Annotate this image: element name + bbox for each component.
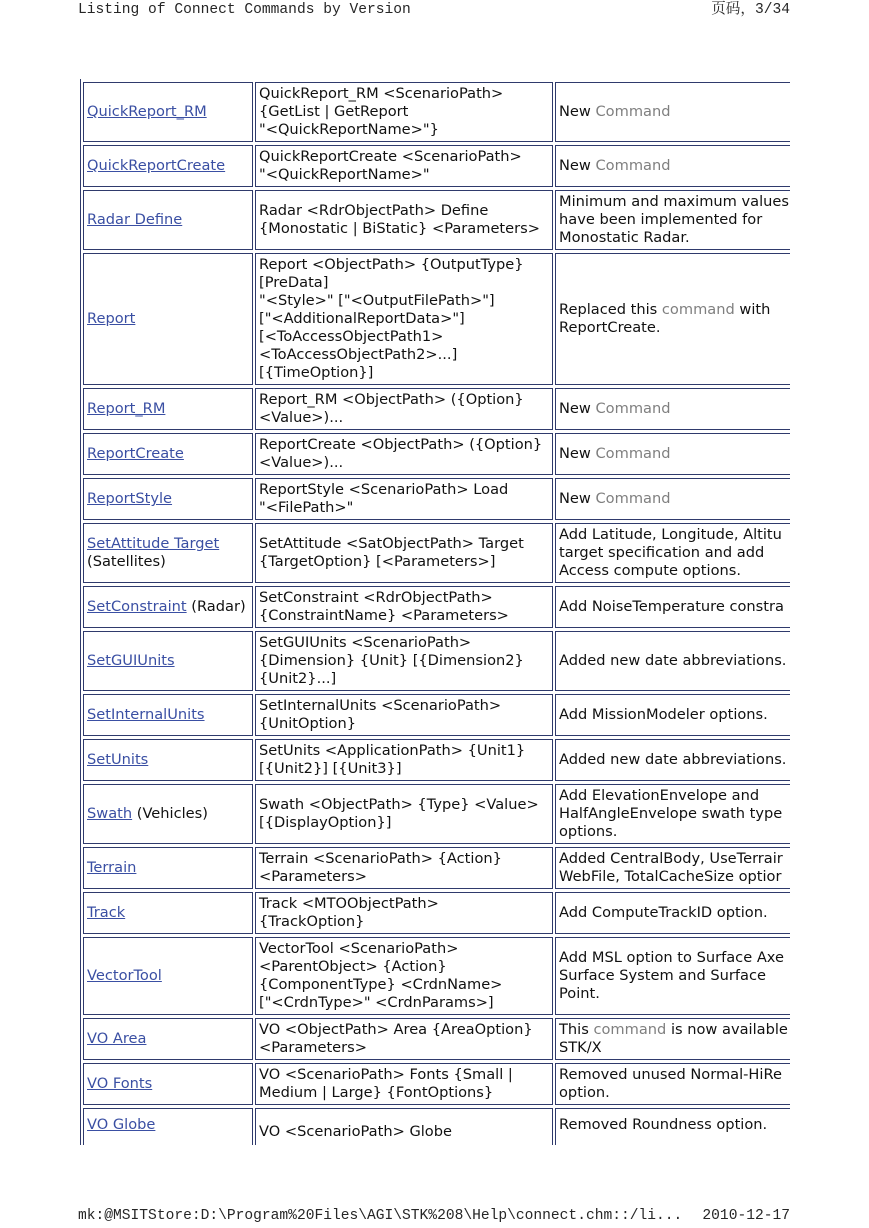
description-text: Surface System and Surface bbox=[559, 967, 766, 984]
table-row bbox=[83, 784, 790, 844]
command-line bbox=[87, 1030, 249, 1048]
description-text: WebFile, TotalCacheSize optior bbox=[559, 868, 782, 885]
command-link[interactable]: SetUnits bbox=[87, 751, 149, 768]
description-line bbox=[559, 949, 790, 967]
command-cell bbox=[83, 523, 253, 583]
description-cell bbox=[555, 523, 790, 583]
description-line bbox=[559, 967, 790, 985]
description-text: is now available bbox=[666, 1021, 788, 1038]
command-line bbox=[87, 904, 249, 922]
syntax-line: "<FilePath>" bbox=[259, 499, 354, 516]
syntax-line: ["<AdditionalReportData>"] bbox=[259, 310, 465, 327]
description-cell bbox=[555, 82, 790, 142]
command-link[interactable]: QuickReport_RM bbox=[87, 103, 207, 120]
description-line bbox=[559, 1066, 790, 1084]
command-line bbox=[87, 598, 249, 616]
table-row bbox=[83, 847, 790, 889]
syntax-cell bbox=[255, 694, 553, 736]
description-text: target specification and add bbox=[559, 544, 765, 561]
description-line bbox=[559, 985, 790, 1003]
syntax-line: Report_RM <ObjectPath> ({Option} bbox=[259, 391, 524, 408]
description-line bbox=[559, 229, 790, 247]
table-row bbox=[83, 586, 790, 628]
table-row bbox=[83, 937, 790, 1015]
syntax-line: [PreData] bbox=[259, 274, 329, 291]
syntax-line: {TrackOption} bbox=[259, 913, 365, 930]
command-line bbox=[87, 535, 249, 553]
description-cell bbox=[555, 433, 790, 475]
description-text: Replaced this bbox=[559, 301, 662, 318]
syntax-line: SetUnits <ApplicationPath> {Unit1} bbox=[259, 742, 526, 759]
syntax-line: "<Style>" ["<OutputFilePath>"] bbox=[259, 292, 495, 309]
description-text: options. bbox=[559, 823, 618, 840]
command-link[interactable]: Report_RM bbox=[87, 400, 166, 417]
description-cell bbox=[555, 190, 790, 250]
command-qualifier: (Radar) bbox=[186, 598, 246, 615]
description-line bbox=[559, 598, 790, 616]
syntax-line: <Value>)... bbox=[259, 454, 344, 471]
description-line bbox=[559, 319, 790, 337]
description-text: Added new date abbreviations. bbox=[559, 751, 787, 768]
table-row bbox=[83, 190, 790, 250]
command-link[interactable]: Track bbox=[87, 904, 126, 921]
command-cell bbox=[83, 82, 253, 142]
description-cell bbox=[555, 694, 790, 736]
command-qualifier: (Satellites) bbox=[87, 553, 166, 570]
description-cell bbox=[555, 784, 790, 844]
command-line bbox=[87, 157, 249, 175]
command-link[interactable]: Radar Define bbox=[87, 211, 183, 228]
syntax-cell bbox=[255, 892, 553, 934]
command-line bbox=[87, 859, 249, 877]
description-text: New bbox=[559, 157, 596, 174]
command-cell bbox=[83, 190, 253, 250]
description-line bbox=[559, 1084, 790, 1102]
description-keyword: Command bbox=[595, 400, 671, 417]
command-line bbox=[87, 652, 249, 670]
command-cell bbox=[83, 847, 253, 889]
description-cell bbox=[555, 586, 790, 628]
command-cell bbox=[83, 253, 253, 385]
syntax-cell bbox=[255, 190, 553, 250]
command-link[interactable]: VO Fonts bbox=[87, 1075, 153, 1092]
command-link[interactable]: Report bbox=[87, 310, 136, 327]
syntax-cell bbox=[255, 1063, 553, 1105]
description-text: This bbox=[559, 1021, 594, 1038]
description-keyword: Command bbox=[595, 490, 671, 507]
command-line bbox=[87, 805, 249, 823]
syntax-line: VO <ObjectPath> Area {AreaOption} bbox=[259, 1021, 533, 1038]
table-row bbox=[83, 145, 790, 187]
command-line bbox=[87, 103, 249, 121]
description-cell bbox=[555, 631, 790, 691]
syntax-line: {ComponentType} <CrdnName> bbox=[259, 976, 503, 993]
header-title: Listing of Connect Commands by Version bbox=[78, 2, 411, 18]
syntax-line: SetConstraint <RdrObjectPath> bbox=[259, 589, 493, 606]
command-qualifier: (Vehicles) bbox=[132, 805, 208, 822]
table-row bbox=[83, 253, 790, 385]
syntax-line: "<QuickReportName>"} bbox=[259, 121, 439, 138]
command-link[interactable]: SetConstraint bbox=[87, 598, 187, 615]
command-line bbox=[87, 1075, 249, 1093]
footer-date: 2010-12-17 bbox=[702, 1208, 790, 1224]
command-cell bbox=[83, 145, 253, 187]
description-text: Add ComputeTrackID option. bbox=[559, 904, 768, 921]
syntax-line: Swath <ObjectPath> {Type} <Value> bbox=[259, 796, 539, 813]
syntax-cell bbox=[255, 937, 553, 1015]
description-text: with bbox=[734, 301, 771, 318]
command-link[interactable]: QuickReportCreate bbox=[87, 157, 226, 174]
syntax-line: [<ToAccessObjectPath1> bbox=[259, 328, 444, 345]
description-text: ReportCreate. bbox=[559, 319, 661, 336]
command-line bbox=[87, 490, 249, 508]
syntax-line: <Value>)... bbox=[259, 409, 344, 426]
description-text: HalfAngleEnvelope swath type bbox=[559, 805, 783, 822]
syntax-cell bbox=[255, 478, 553, 520]
command-line bbox=[87, 706, 249, 724]
syntax-line: Medium | Large} {FontOptions} bbox=[259, 1084, 494, 1101]
description-line bbox=[559, 562, 790, 580]
syntax-line: {ConstraintName} <Parameters> bbox=[259, 607, 509, 624]
syntax-cell bbox=[255, 145, 553, 187]
syntax-line: VectorTool <ScenarioPath> bbox=[259, 940, 459, 957]
syntax-cell bbox=[255, 1018, 553, 1060]
description-line bbox=[559, 445, 790, 463]
description-text: New bbox=[559, 103, 596, 120]
syntax-line: QuickReport_RM <ScenarioPath> bbox=[259, 85, 504, 102]
command-cell bbox=[83, 784, 253, 844]
command-cell bbox=[83, 388, 253, 430]
syntax-line: SetGUIUnits <ScenarioPath> bbox=[259, 634, 472, 651]
command-cell bbox=[83, 1063, 253, 1105]
table-row bbox=[83, 82, 790, 142]
table-row bbox=[83, 694, 790, 736]
description-text: Add MissionModeler options. bbox=[559, 706, 768, 723]
description-text: Point. bbox=[559, 985, 600, 1002]
syntax-line: [{Unit2}] [{Unit3}] bbox=[259, 760, 402, 777]
syntax-cell bbox=[255, 388, 553, 430]
description-line bbox=[559, 751, 790, 769]
command-link[interactable]: VectorTool bbox=[87, 967, 162, 984]
syntax-cell bbox=[255, 739, 553, 781]
syntax-line: ["<CrdnType>" <CrdnParams>] bbox=[259, 994, 494, 1011]
description-text: Removed unused Normal-HiRe bbox=[559, 1066, 782, 1083]
commands-table-body bbox=[83, 82, 790, 1145]
syntax-cell bbox=[255, 784, 553, 844]
description-line bbox=[559, 544, 790, 562]
syntax-line: <ParentObject> {Action} bbox=[259, 958, 447, 975]
description-text: Add MSL option to Surface Axe bbox=[559, 949, 784, 966]
description-text: have been implemented for bbox=[559, 211, 763, 228]
description-cell bbox=[555, 1063, 790, 1105]
syntax-line: QuickReportCreate <ScenarioPath> bbox=[259, 148, 522, 165]
syntax-cell bbox=[255, 586, 553, 628]
description-cell bbox=[555, 388, 790, 430]
description-line bbox=[559, 157, 790, 175]
description-text: New bbox=[559, 400, 596, 417]
footer-url: mk:@MSITStore:D:\Program%20Files\AGI\STK%208\Help\connect.chm::/li... bbox=[78, 1208, 683, 1224]
description-cell bbox=[555, 892, 790, 934]
syntax-line: ReportStyle <ScenarioPath> Load bbox=[259, 481, 509, 498]
syntax-line: Radar <RdrObjectPath> Define bbox=[259, 202, 489, 219]
command-link[interactable]: VO Area bbox=[87, 1030, 147, 1047]
description-text: Minimum and maximum values bbox=[559, 193, 790, 210]
command-cell bbox=[83, 694, 253, 736]
syntax-cell bbox=[255, 433, 553, 475]
syntax-cell bbox=[255, 1108, 553, 1145]
syntax-line: {Unit2}...] bbox=[259, 670, 337, 687]
description-text: Add ElevationEnvelope and bbox=[559, 787, 760, 804]
command-link[interactable]: SetAttitude Target bbox=[87, 535, 220, 552]
description-line bbox=[559, 1116, 790, 1134]
description-line bbox=[559, 301, 790, 319]
description-keyword: Command bbox=[595, 157, 671, 174]
syntax-line: [{DisplayOption}] bbox=[259, 814, 392, 831]
table-row bbox=[83, 1063, 790, 1105]
command-cell bbox=[83, 586, 253, 628]
table-row bbox=[83, 1108, 790, 1145]
command-line bbox=[87, 445, 249, 463]
description-text: Add NoiseTemperature constra bbox=[559, 598, 784, 615]
command-line bbox=[87, 1116, 249, 1134]
description-text: Add Latitude, Longitude, Altitu bbox=[559, 526, 782, 543]
command-cell bbox=[83, 433, 253, 475]
description-text: Added CentralBody, UseTerrair bbox=[559, 850, 783, 867]
syntax-line: ReportCreate <ObjectPath> ({Option} bbox=[259, 436, 543, 453]
description-line bbox=[559, 193, 790, 211]
description-line bbox=[559, 490, 790, 508]
table-row bbox=[83, 739, 790, 781]
commands-table bbox=[80, 79, 790, 1145]
description-cell bbox=[555, 1018, 790, 1060]
command-link[interactable]: SetInternalUnits bbox=[87, 706, 205, 723]
description-line bbox=[559, 706, 790, 724]
syntax-cell bbox=[255, 523, 553, 583]
command-link[interactable]: ReportCreate bbox=[87, 445, 184, 462]
command-cell bbox=[83, 631, 253, 691]
description-text: Added new date abbreviations. bbox=[559, 652, 787, 669]
syntax-line: Track <MTOObjectPath> bbox=[259, 895, 439, 912]
command-cell bbox=[83, 892, 253, 934]
table-row bbox=[83, 523, 790, 583]
description-text: Monostatic Radar. bbox=[559, 229, 690, 246]
command-cell bbox=[83, 1018, 253, 1060]
description-line bbox=[559, 400, 790, 418]
description-line bbox=[559, 1039, 790, 1057]
description-cell bbox=[555, 478, 790, 520]
syntax-cell bbox=[255, 253, 553, 385]
commands-grid bbox=[80, 79, 790, 1145]
syntax-line: Terrain <ScenarioPath> {Action} bbox=[259, 850, 502, 867]
command-line bbox=[87, 211, 249, 229]
command-cell bbox=[83, 478, 253, 520]
description-text: Access compute options. bbox=[559, 562, 742, 579]
description-line bbox=[559, 868, 790, 886]
command-line bbox=[87, 751, 249, 769]
command-cell bbox=[83, 739, 253, 781]
syntax-line: <Parameters> bbox=[259, 868, 367, 885]
description-keyword: command bbox=[661, 301, 735, 318]
command-line bbox=[87, 967, 249, 985]
command-link[interactable]: VO Globe bbox=[87, 1116, 156, 1133]
description-text: New bbox=[559, 490, 596, 507]
syntax-line: SetInternalUnits <ScenarioPath> bbox=[259, 697, 502, 714]
description-line bbox=[559, 805, 790, 823]
description-cell bbox=[555, 145, 790, 187]
description-cell bbox=[555, 253, 790, 385]
table-row bbox=[83, 388, 790, 430]
command-cell bbox=[83, 1108, 253, 1145]
description-line bbox=[559, 850, 790, 868]
syntax-line: {Monostatic | BiStatic} <Parameters> bbox=[259, 220, 540, 237]
table-row bbox=[83, 1018, 790, 1060]
syntax-line: {UnitOption} bbox=[259, 715, 356, 732]
syntax-line: <ToAccessObjectPath2>...] bbox=[259, 346, 458, 363]
syntax-line: {GetList | GetReport bbox=[259, 103, 409, 120]
description-cell bbox=[555, 937, 790, 1015]
command-cell bbox=[83, 937, 253, 1015]
description-line bbox=[559, 103, 790, 121]
description-line bbox=[559, 823, 790, 841]
syntax-line: {TargetOption} [<Parameters>] bbox=[259, 553, 496, 570]
command-line bbox=[87, 310, 249, 328]
syntax-line: SetAttitude <SatObjectPath> Target bbox=[259, 535, 524, 552]
syntax-cell bbox=[255, 631, 553, 691]
table-row bbox=[83, 433, 790, 475]
syntax-cell bbox=[255, 82, 553, 142]
command-line bbox=[87, 400, 249, 418]
description-keyword: command bbox=[593, 1021, 667, 1038]
table-row bbox=[83, 631, 790, 691]
syntax-cell bbox=[255, 847, 553, 889]
description-line bbox=[559, 652, 790, 670]
description-cell bbox=[555, 1108, 790, 1145]
description-cell bbox=[555, 847, 790, 889]
description-cell bbox=[555, 739, 790, 781]
description-line bbox=[559, 211, 790, 229]
command-link[interactable]: Terrain bbox=[87, 859, 137, 876]
syntax-line: VO <ScenarioPath> Fonts {Small | bbox=[259, 1066, 513, 1083]
syntax-line: <Parameters> bbox=[259, 1039, 367, 1056]
description-text: Removed Roundness option. bbox=[559, 1116, 768, 1133]
table-row bbox=[83, 892, 790, 934]
syntax-line: Report <ObjectPath> {OutputType} bbox=[259, 256, 524, 273]
command-link[interactable]: Swath bbox=[87, 805, 133, 822]
description-text: New bbox=[559, 445, 596, 462]
syntax-line: [{TimeOption}] bbox=[259, 364, 374, 381]
syntax-line: {Dimension} {Unit} [{Dimension2} bbox=[259, 652, 524, 669]
command-link[interactable]: ReportStyle bbox=[87, 490, 173, 507]
description-line bbox=[559, 526, 790, 544]
description-line bbox=[559, 904, 790, 922]
description-keyword: Command bbox=[595, 445, 671, 462]
description-line bbox=[559, 787, 790, 805]
syntax-line: VO <ScenarioPath> Globe bbox=[259, 1123, 452, 1140]
command-line bbox=[87, 553, 249, 571]
description-keyword: Command bbox=[595, 103, 671, 120]
syntax-line: "<QuickReportName>" bbox=[259, 166, 430, 183]
command-link[interactable]: SetGUIUnits bbox=[87, 652, 175, 669]
page-number: 页码，3/34 bbox=[711, 2, 790, 18]
description-text: STK/X bbox=[559, 1039, 602, 1056]
description-text: option. bbox=[559, 1084, 610, 1101]
description-line bbox=[559, 1021, 790, 1039]
table-row bbox=[83, 478, 790, 520]
